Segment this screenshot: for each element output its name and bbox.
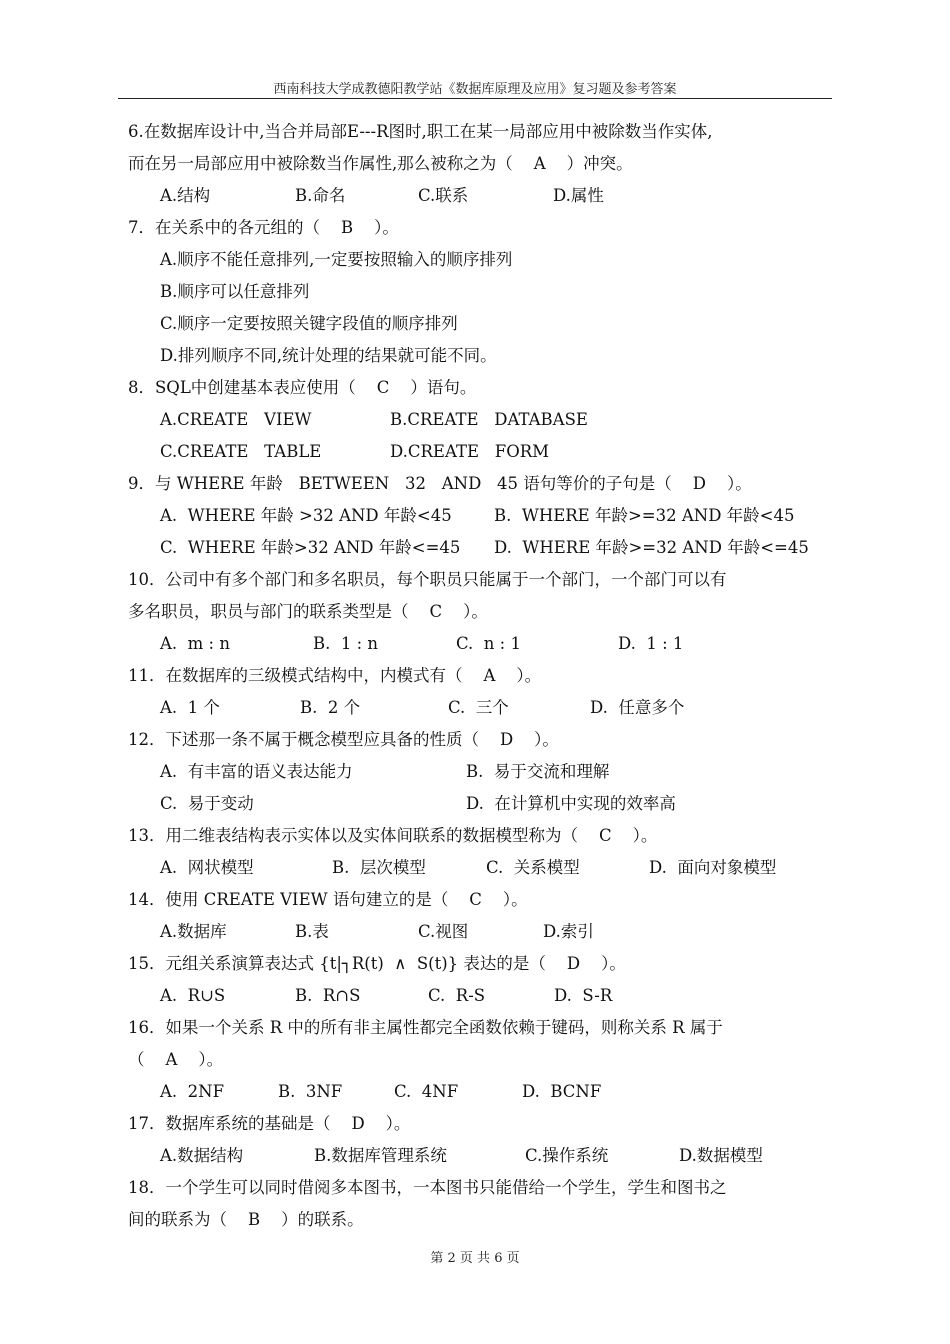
option-text: D. 面向对象模型	[649, 858, 777, 877]
question-text: 18．一个学生可以同时借阅多本图书，一本图书只能借给一个学生，学生和图书之	[128, 1178, 727, 1197]
option-text: B.表	[295, 922, 329, 941]
options-row	[160, 436, 828, 468]
option-text: B. 易于交流和理解	[466, 762, 610, 781]
option-text: D. BCNF	[522, 1082, 602, 1101]
options-row	[160, 756, 828, 788]
option-text: A. 1 个	[160, 698, 220, 717]
options-row	[160, 276, 828, 308]
option-text: D.数据模型	[679, 1146, 763, 1165]
option-text: A.顺序不能任意排列,一定要按照输入的顺序排列	[160, 250, 513, 269]
options-row	[160, 500, 828, 532]
option-text: D. 在计算机中实现的效率高	[466, 794, 676, 813]
option-text: A. m : n	[160, 634, 230, 653]
option-text: A.数据结构	[160, 1146, 244, 1165]
options-row	[160, 980, 828, 1012]
option-text: A. 有丰富的语义表达能力	[160, 762, 353, 781]
option-text: D.属性	[553, 186, 604, 205]
options-row	[160, 180, 828, 212]
page-header: 西南科技大学成教德阳教学站《数据库原理及应用》复习题及参考答案	[273, 82, 677, 97]
question-continuation: （ A ）。	[128, 1050, 224, 1069]
options-row	[160, 1140, 828, 1172]
question-text: 8．SQL中创建基本表应使用（ C ）语句。	[128, 378, 477, 397]
question-text: 12．下述那一条不属于概念模型应具备的性质（ D ）。	[128, 730, 559, 749]
page-footer: 第 2 页 共 6 页	[430, 1251, 520, 1266]
options-row	[160, 852, 828, 884]
question-continuation: 间的联系为（ B ）的联系。	[128, 1210, 364, 1229]
option-text: B. WHERE 年龄>=32 AND 年龄<45	[494, 506, 795, 525]
option-text: C. n : 1	[456, 634, 521, 653]
option-text: B.CREATE DATABASE	[390, 410, 588, 429]
option-text: C. 4NF	[394, 1082, 459, 1101]
option-text: D. WHERE 年龄>=32 AND 年龄<=45	[494, 538, 809, 557]
options-row	[160, 340, 828, 372]
options-row	[160, 788, 828, 820]
question-text: 14．使用 CREATE VIEW 语句建立的是（ C ）。	[128, 890, 528, 909]
option-text: D. S-R	[554, 986, 613, 1005]
question-continuation: 多名职员，职员与部门的联系类型是（ C ）。	[128, 602, 488, 621]
option-text: B. 1 : n	[313, 634, 379, 653]
option-text: A. WHERE 年龄 >32 AND 年龄<45	[160, 506, 452, 525]
option-text: D.CREATE FORM	[390, 442, 550, 461]
header-rule	[118, 98, 832, 99]
option-text: C. 易于变动	[160, 794, 254, 813]
option-text: A. R∪S	[160, 986, 226, 1005]
option-text: A. 网状模型	[160, 858, 254, 877]
option-text: C. 关系模型	[486, 858, 580, 877]
question-text: 10．公司中有多个部门和多名职员，每个职员只能属于一个部门，一个部门可以有	[128, 570, 727, 589]
options-row	[160, 692, 828, 724]
question-text: 16．如果一个关系 R 中的所有非主属性都完全函数依赖于键码，则称关系 R 属于	[128, 1018, 723, 1037]
option-text: A.结构	[160, 186, 211, 205]
question-list	[128, 116, 828, 1236]
option-text: A.CREATE VIEW	[160, 410, 312, 429]
option-text: C. WHERE 年龄>32 AND 年龄<=45	[160, 538, 461, 557]
options-row	[160, 308, 828, 340]
options-row	[160, 916, 828, 948]
option-text: D. 1 : 1	[618, 634, 684, 653]
option-text: B.顺序可以任意排列	[160, 282, 310, 301]
question-text: 13．用二维表结构表示实体以及实体间联系的数据模型称为（ C ）。	[128, 826, 658, 845]
option-text: A. 2NF	[160, 1082, 225, 1101]
option-text: B.数据库管理系统	[314, 1146, 447, 1165]
options-row	[160, 244, 828, 276]
option-text: C. R-S	[428, 986, 486, 1005]
option-text: C.CREATE TABLE	[160, 442, 322, 461]
question-text: 9．与 WHERE 年龄 BETWEEN 32 AND 45 语句等价的子句是（ D ）。	[128, 474, 752, 493]
options-row	[160, 628, 828, 660]
option-text: C.联系	[418, 186, 469, 205]
option-text: C.视图	[418, 922, 469, 941]
option-text: C. 三个	[448, 698, 509, 717]
question-text: 6.在数据库设计中,当合并局部E---R图时,职工在某一局部应用中被除数当作实体,	[128, 122, 713, 141]
option-text: B. 层次模型	[332, 858, 426, 877]
option-text: B.命名	[295, 186, 346, 205]
option-text: C.顺序一定要按照关键字段值的顺序排列	[160, 314, 458, 333]
option-text: A.数据库	[160, 922, 227, 941]
options-row	[160, 1076, 828, 1108]
question-text: 15．元组关系演算表达式 {t|┐R(t) ∧ S(t)} 表达的是（ D ）。	[128, 954, 626, 973]
question-text: 7．在关系中的各元组的（ B ）。	[128, 218, 399, 237]
option-text: C.操作系统	[525, 1146, 609, 1165]
question-text: 11．在数据库的三级模式结构中，内模式有（ A ）。	[128, 666, 542, 685]
option-text: D.排列顺序不同,统计处理的结果就可能不同。	[160, 346, 497, 365]
option-text: D. 任意多个	[590, 698, 685, 717]
option-text: B. R∩S	[295, 986, 361, 1005]
option-text: B. 2 个	[300, 698, 361, 717]
option-text: B. 3NF	[278, 1082, 343, 1101]
option-text: D.索引	[543, 922, 594, 941]
question-text: 17．数据库系统的基础是（ D ）。	[128, 1114, 411, 1133]
options-row	[160, 404, 828, 436]
question-continuation: 而在另一局部应用中被除数当作属性,那么被称之为（ A ）冲突。	[128, 154, 633, 173]
options-row	[160, 532, 828, 564]
